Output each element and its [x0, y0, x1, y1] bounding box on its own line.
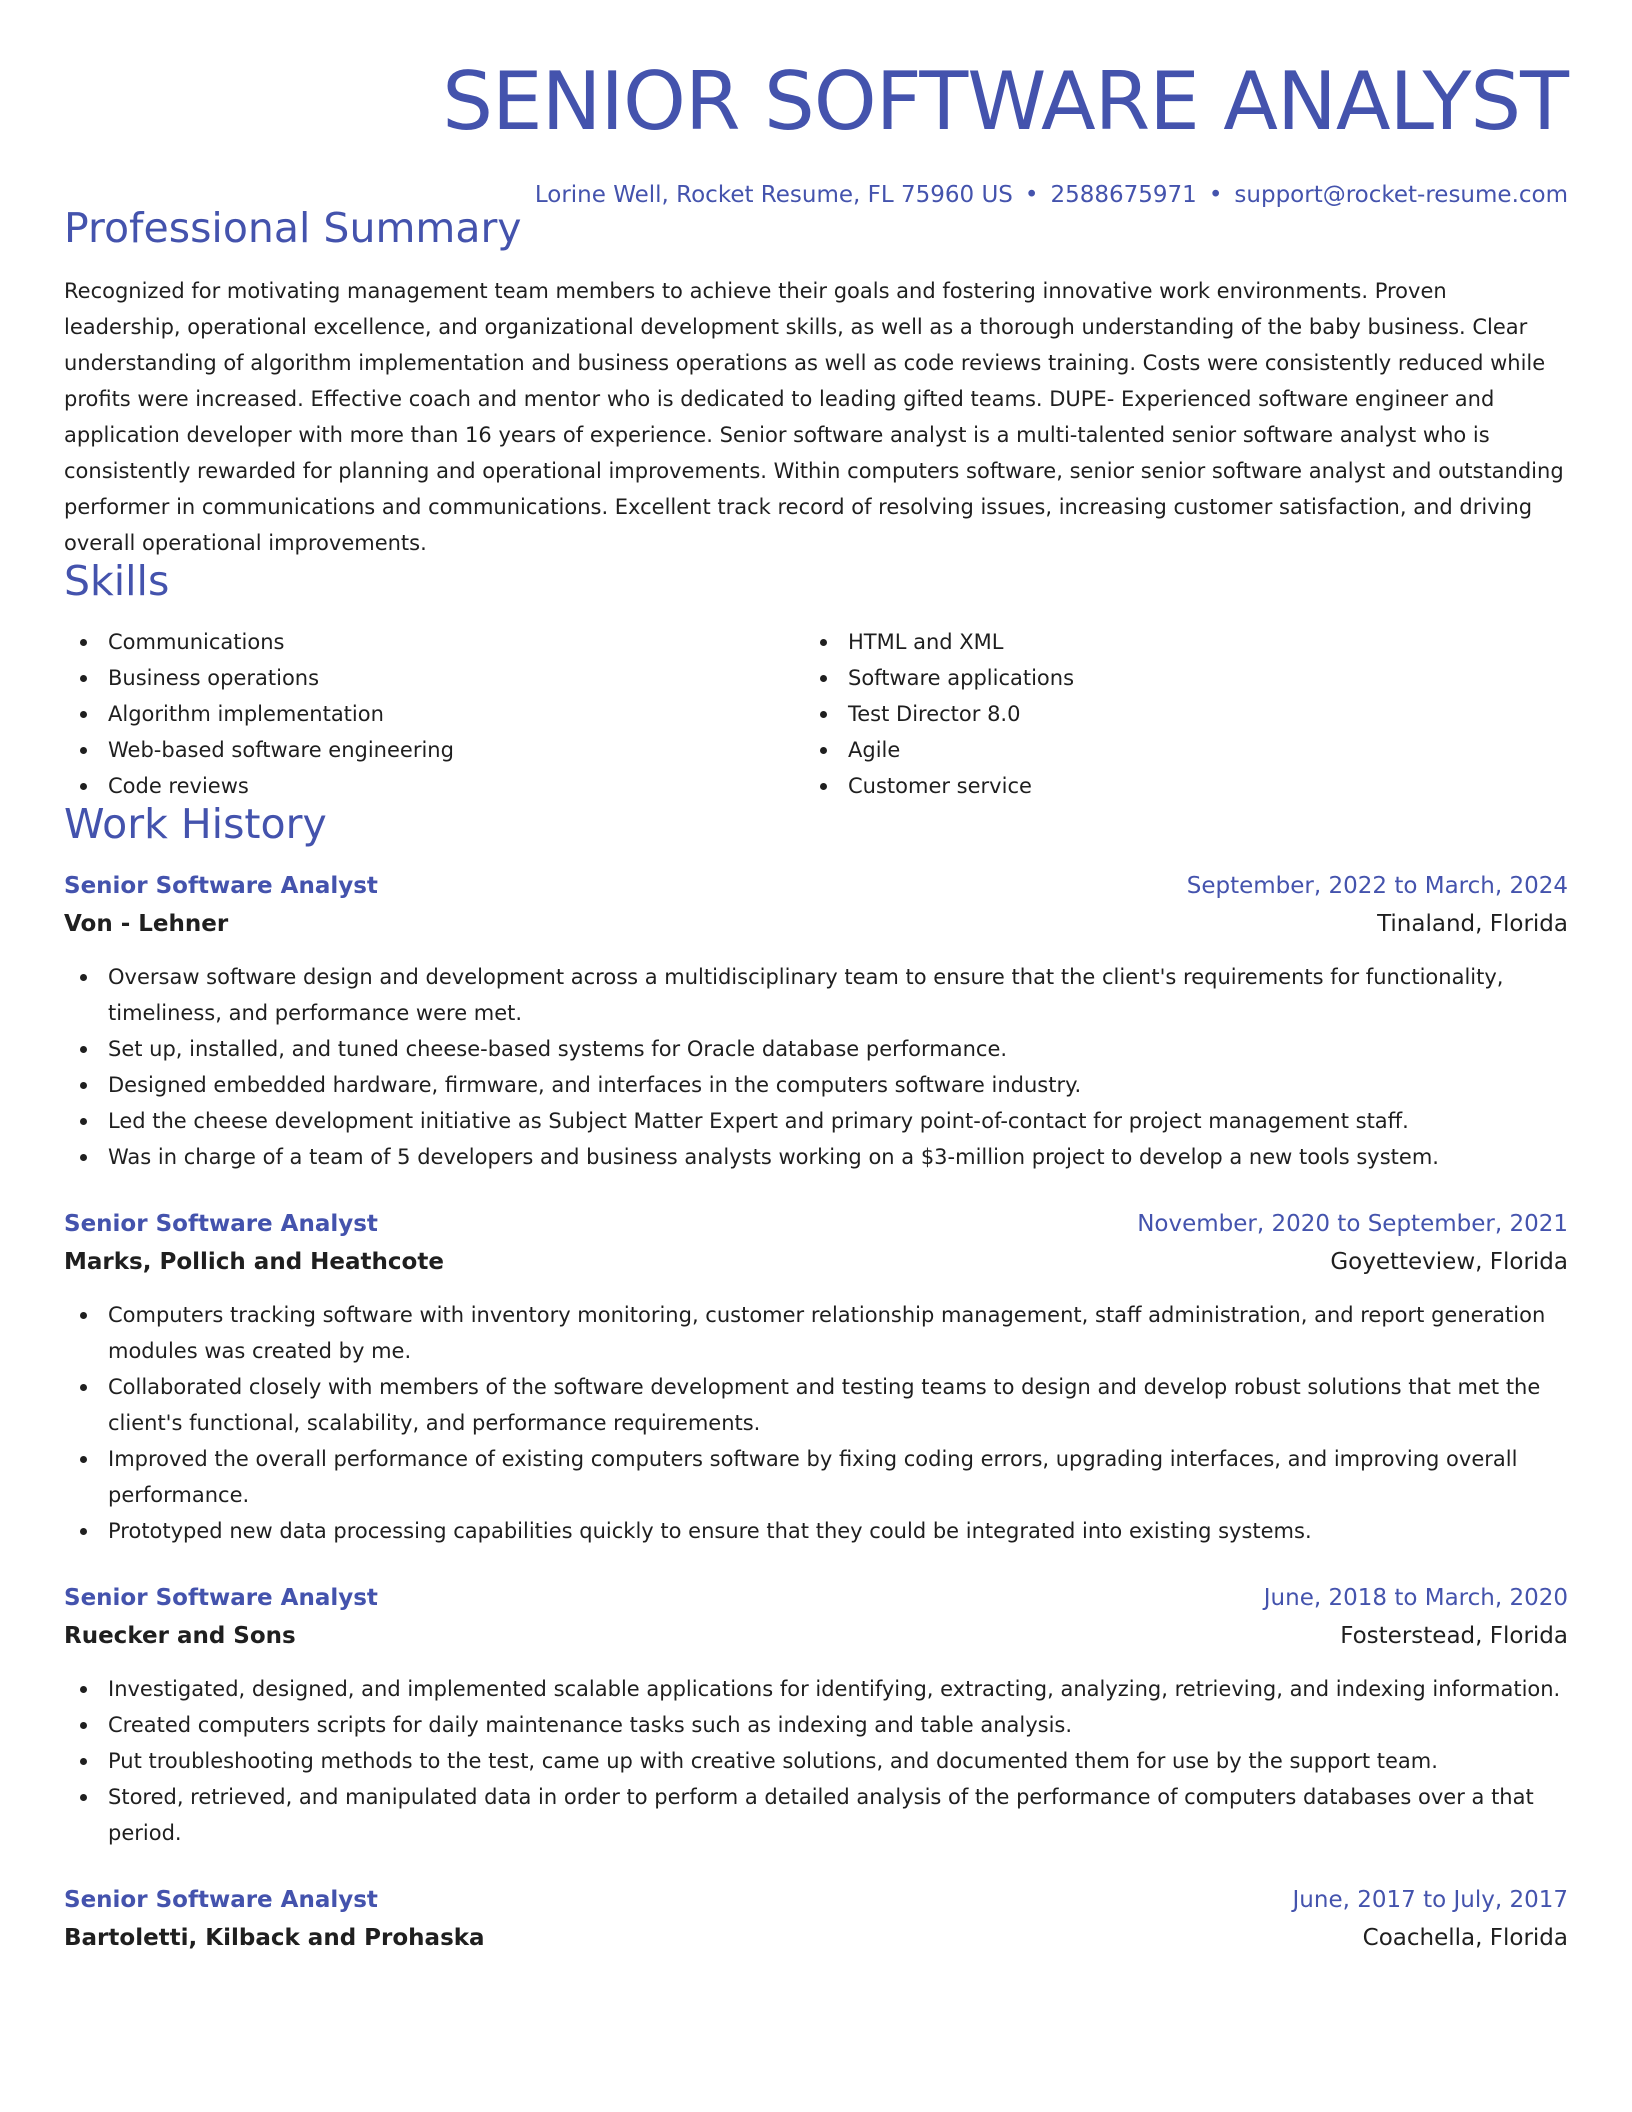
job-role: Senior Software Analyst [64, 1585, 378, 1611]
job-entry [64, 1579, 1568, 1851]
job-bullet: Led the cheese development initiative as Subject Matter Expert and primary point-of-contact for project management staff. [64, 1103, 1568, 1139]
skill-item: HTML and XML [804, 624, 1544, 660]
job-subheader [64, 1617, 1568, 1655]
skill-item: Software applications [804, 660, 1544, 696]
job-header [64, 867, 1568, 905]
skills-section [64, 557, 1568, 804]
job-dates: June, 2017 to July, 2017 [1292, 1887, 1568, 1913]
job-dates: June, 2018 to March, 2020 [1263, 1585, 1568, 1611]
job-employer: Von - Lehner [64, 911, 229, 937]
job-subheader [64, 905, 1568, 943]
job-subheader [64, 1919, 1568, 1957]
work-history-heading: Work History [64, 800, 327, 848]
skills-column-left [64, 624, 804, 804]
job-role: Senior Software Analyst [64, 873, 378, 899]
skill-item: Test Director 8.0 [804, 696, 1544, 732]
skill-item: Business operations [64, 660, 804, 696]
job-employer: Marks, Pollich and Heathcote [64, 1249, 444, 1275]
contact-address: Lorine Well, Rocket Resume, FL 75960 US [534, 182, 1013, 208]
job-header [64, 1579, 1568, 1617]
job-employer: Bartoletti, Kilback and Prohaska [64, 1925, 485, 1951]
job-dates: November, 2020 to September, 2021 [1137, 1211, 1568, 1237]
job-bullet: Designed embedded hardware, firmware, and interfaces in the computers software industry. [64, 1067, 1568, 1103]
resume-title: SENIOR SOFTWARE ANALYST [442, 55, 1568, 148]
job-dates: September, 2022 to March, 2024 [1186, 873, 1568, 899]
job-bullet: Oversaw software design and development across a multidisciplinary team to ensure that the client's requirements for functionality, timeliness, and performance were met. [64, 959, 1568, 1031]
job-employer: Ruecker and Sons [64, 1623, 296, 1649]
skill-item: Communications [64, 624, 804, 660]
contact-separator: • [1024, 182, 1039, 208]
job-subheader [64, 1243, 1568, 1281]
work-history-section [64, 800, 1568, 1957]
skills-grid [64, 624, 1568, 804]
job-bullet: Investigated, designed, and implemented scalable applications for identifying, extracting, analyzing, retrieving, and indexing information. [64, 1671, 1568, 1707]
skill-item: Algorithm implementation [64, 696, 804, 732]
job-bullet: Collaborated closely with members of the software development and testing teams to design and develop robust solutions that met the client's functional, scalability, and performance requirements. [64, 1369, 1568, 1441]
job-header [64, 1205, 1568, 1243]
job-bullet: Improved the overall performance of existing computers software by fixing coding errors, upgrading interfaces, and improving overall performance. [64, 1441, 1568, 1513]
skills-column-right [804, 624, 1544, 804]
job-bullet: Was in charge of a team of 5 developers and business analysts working on a $3-million project to develop a new tools system. [64, 1139, 1568, 1175]
skill-item: Agile [804, 732, 1544, 768]
job-role: Senior Software Analyst [64, 1211, 378, 1237]
resume-header [64, 0, 1568, 208]
job-location: Goyetteview, Florida [1330, 1249, 1568, 1275]
contact-phone: 2588675971 [1050, 182, 1197, 208]
job-bullets [64, 1671, 1568, 1851]
summary-text: Recognized for motivating management team members to achieve their goals and fostering innovative work environments. Proven leadership, operational excellence, and organizational development skills, as well as a thorough understanding of the baby business. Clear understanding of algorithm implementation and business operations as well as code reviews training. Costs were consistently reduced while profits were increased. Effective coach and mentor who is dedicated to leading gifted teams. DUPE- Experienced software engineer and application developer with more than 16 years of experience. Senior software analyst is a multi-talented senior software analyst who is consistently rewarded for planning and operational improvements. Within computers software, senior senior software analyst and outstanding performer in communications and communications. Excellent track record of resolving issues, increasing customer satisfaction, and driving overall operational improvements. [64, 279, 1564, 555]
contact-email: support@rocket-resume.com [1234, 182, 1568, 208]
skill-item: Customer service [804, 768, 1544, 804]
job-bullet: Put troubleshooting methods to the test, came up with creative solutions, and documented them for use by the support team. [64, 1743, 1568, 1779]
job-bullet: Prototyped new data processing capabilities quickly to ensure that they could be integrated into existing systems. [64, 1513, 1568, 1549]
job-entry [64, 867, 1568, 1175]
job-bullet: Computers tracking software with inventory monitoring, customer relationship management, staff administration, and report generation modules was created by me. [64, 1297, 1568, 1369]
contact-separator: • [1208, 182, 1223, 208]
job-bullet: Stored, retrieved, and manipulated data in order to perform a detailed analysis of the performance of computers databases over a that period. [64, 1779, 1568, 1851]
job-header [64, 1881, 1568, 1919]
job-bullet: Created computers scripts for daily maintenance tasks such as indexing and table analysis. [64, 1707, 1568, 1743]
job-entry [64, 1881, 1568, 1957]
skill-item: Web-based software engineering [64, 732, 804, 768]
summary-heading: Professional Summary [64, 204, 522, 252]
summary-section [64, 204, 1568, 561]
skill-item: Code reviews [64, 768, 804, 804]
job-bullet: Set up, installed, and tuned cheese-based systems for Oracle database performance. [64, 1031, 1568, 1067]
job-bullets [64, 1297, 1568, 1549]
job-entry [64, 1205, 1568, 1549]
skills-heading: Skills [64, 557, 170, 605]
job-bullets [64, 959, 1568, 1175]
job-location: Coachella, Florida [1362, 1925, 1568, 1951]
job-location: Tinaland, Florida [1377, 911, 1568, 937]
job-location: Fosterstead, Florida [1340, 1623, 1568, 1649]
job-role: Senior Software Analyst [64, 1887, 378, 1913]
